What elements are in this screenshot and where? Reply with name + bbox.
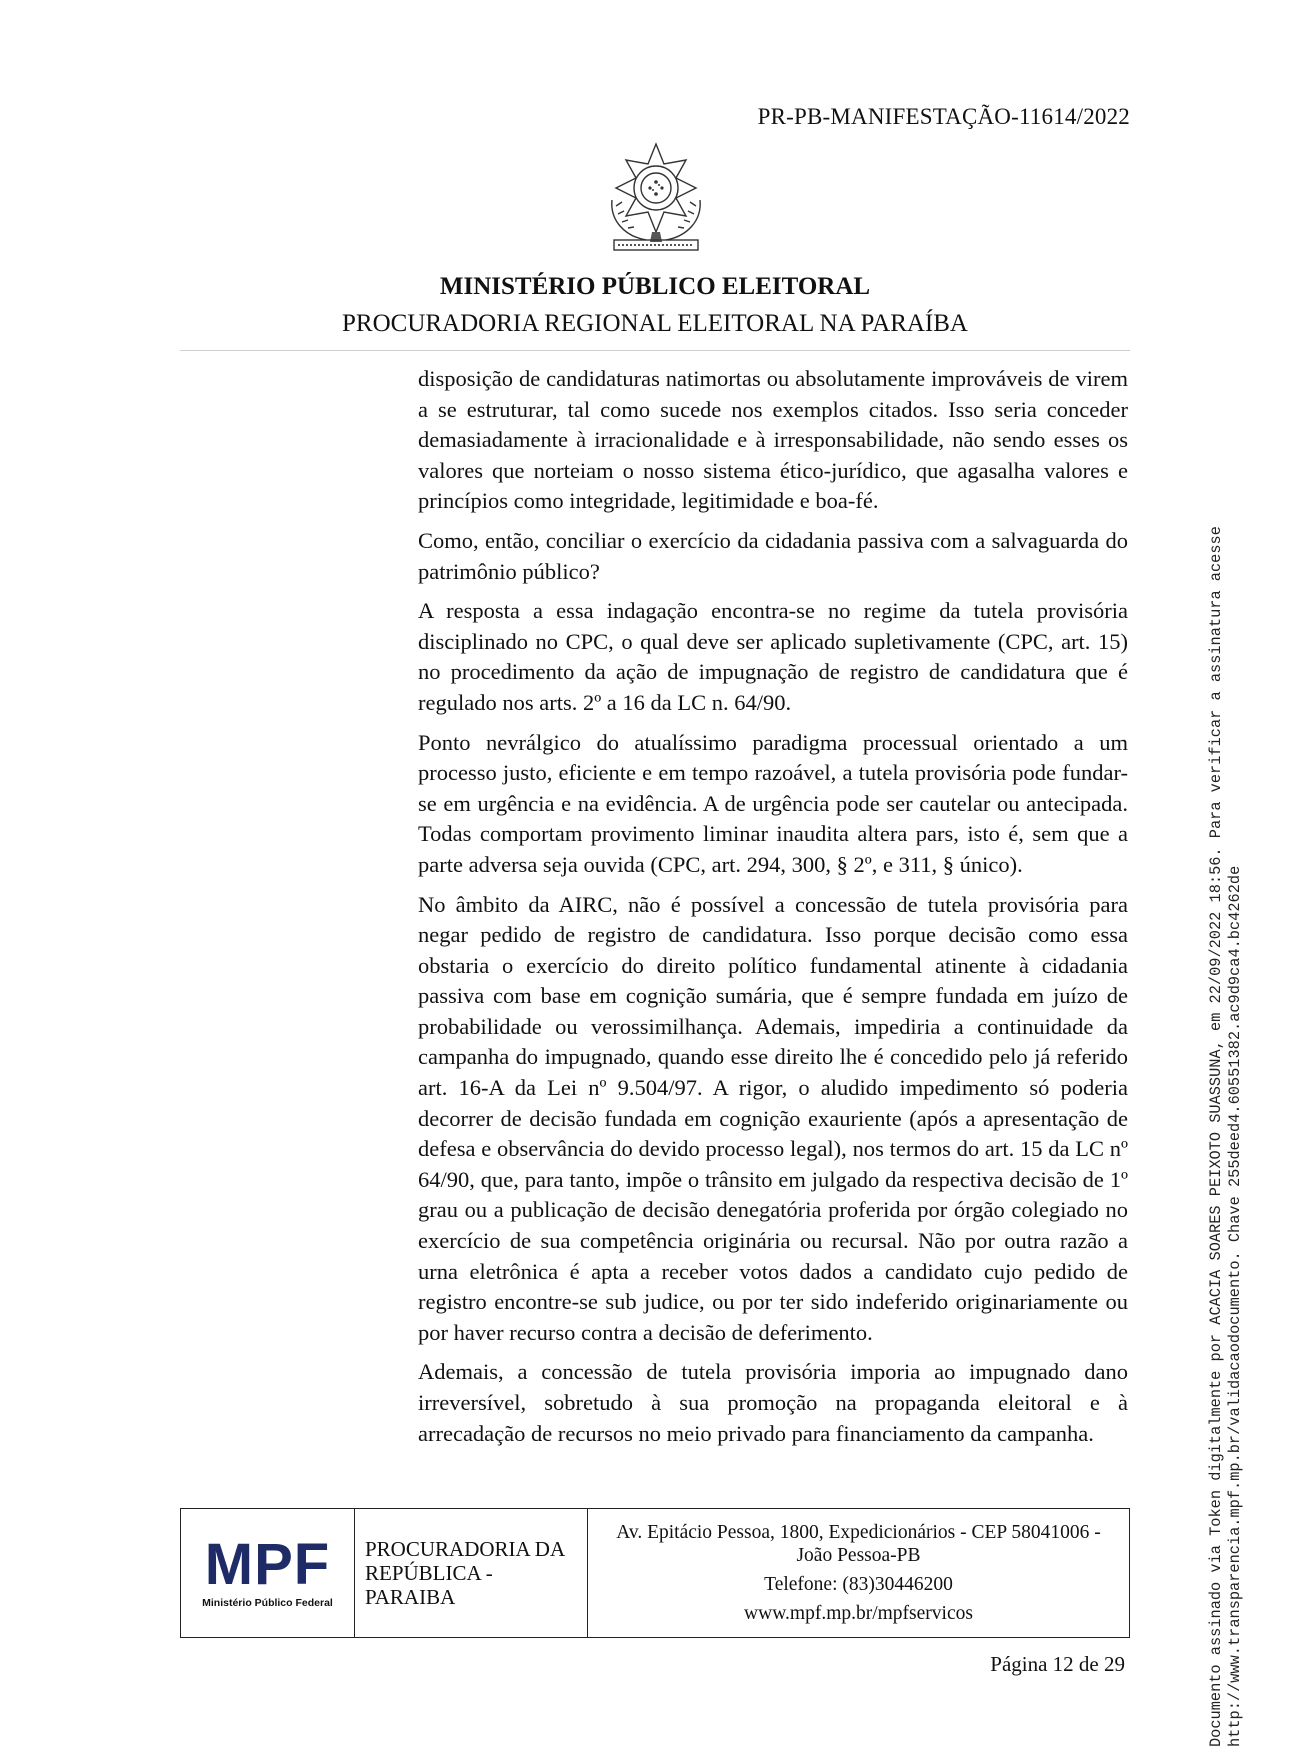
paragraph: A resposta a essa indagação encontra-se no regime da tutela provisória disciplinado no CPC, o qual deve ser aplicado supletivamente (CPC, art. 15) no procedimento da ação de impugnação de registro de candidatura que é regulado nos arts. 2º a 16 da LC n. 64/90. — [418, 598, 1128, 715]
paragraph: disposição de candidaturas natimortas ou absolutamente improváveis de virem a se estruturar, tal como sucede nos exemplos citados. Isso seria conceder demasiadamente à irracionalidade e à irresponsabilidade, não sendo esses os valores que norteiam o nosso sistema ético-jurídico, que agasalha valores e princípios como integridade, legitimidade e boa-fé. — [418, 366, 1128, 514]
paragraph: Ademais, a concessão de tutela provisória imporia ao impugnado dano irreversível, sobretudo à sua promoção na propaganda eleitoral e à arrecadação de recursos no meio privado para financiamento da campanha. — [418, 1359, 1128, 1446]
organization-title: MINISTÉRIO PÚBLICO ELEITORAL — [439, 273, 871, 300]
verification-line: http://www.transparencia.mpf.mp.br/validacaodocumento. Chave 255deed4.60551382.ac9d9ca4.bc4262de — [1226, 865, 1244, 1747]
mpf-logo-text: MPF — [204, 1532, 331, 1597]
paragraph: Como, então, conciliar o exercício da cidadania passiva com a salvaguarda do patrimônio público? — [418, 527, 1128, 584]
page-number: Página 12 de 29 — [990, 1652, 1125, 1676]
coat-of-arms-emblem — [600, 140, 712, 258]
signature-line: Documento assinado via Token digitalmente por ACACIA SOARES PEIXOTO SUASSUNA, em 22/09/2022 18:56. Para verificar a assinatura acesse — [1207, 526, 1225, 1747]
paragraph: Ponto nevrálgico do atualíssimo paradigma processual orientado a um processo justo, eficiente e em tempo razoável, a tutela provisória pode fundar-se em urgência e na evidência. A de urgência pode ser cautelar ou antecipada. Todas comportam provimento liminar inaudita altera pars, isto é, sem que a parte adversa seja ouvida (CPC, art. 294, 300, § 2º, e 311, § único). — [418, 729, 1128, 877]
document-number: PR-PB-MANIFESTAÇÃO-11614/2022 — [757, 104, 1130, 129]
footer-box — [180, 1508, 1130, 1638]
mpf-logo — [181, 1509, 355, 1637]
address: Av. Epitácio Pessoa, 1800, Expedicionários - CEP 58041006 - João Pessoa-PB — [616, 1522, 1101, 1566]
document-body — [418, 364, 1128, 1458]
phone: Telefone: (83)30446200 — [764, 1574, 953, 1595]
contact-info — [588, 1509, 1129, 1637]
header-divider — [180, 350, 1130, 351]
mpf-logo-subtitle: Ministério Público Federal — [202, 1597, 333, 1609]
organization-subtitle: PROCURADORIA REGIONAL ELEITORAL NA PARAÍBA — [342, 310, 968, 337]
office-name: PROCURADORIA DA REPÚBLICA - PARAIBA — [355, 1509, 588, 1637]
digital-signature-note — [1207, 357, 1245, 1747]
website: www.mpf.mp.br/mpfservicos — [744, 1603, 973, 1624]
paragraph: No âmbito da AIRC, não é possível a concessão de tutela provisória para negar pedido de registro de candidatura. Isso porque decisão como essa obstaria o exercício do direito político fundamental atinente à cidadania passiva com base em cognição sumária, que é sempre fundada em juízo de probabilidade ou verossimilhança. Ademais, impediria a continuidade da campanha do impugnado, quando esse direito lhe é concedido pelo já referido art. 16-A da Lei nº 9.504/97. A rigor, o aludido impedimento só poderia decorrer de decisão fundada em cognição exauriente (após a apresentação de defesa e observância do devido processo legal), nos termos do art. 15 da LC nº 64/90, que, para tanto, impõe o trânsito em julgado da respectiva decisão de 1º grau ou a publicação de decisão denegatória proferida por órgão colegiado no exercício de sua competência originária ou recursal. Não por outra razão a urna eletrônica é apta a receber votos dados a candidato cujo pedido de registro encontre-se sub judice, ou por ter sido indeferido originariamente ou por haver recurso contra a decisão de deferimento. — [418, 891, 1128, 1345]
